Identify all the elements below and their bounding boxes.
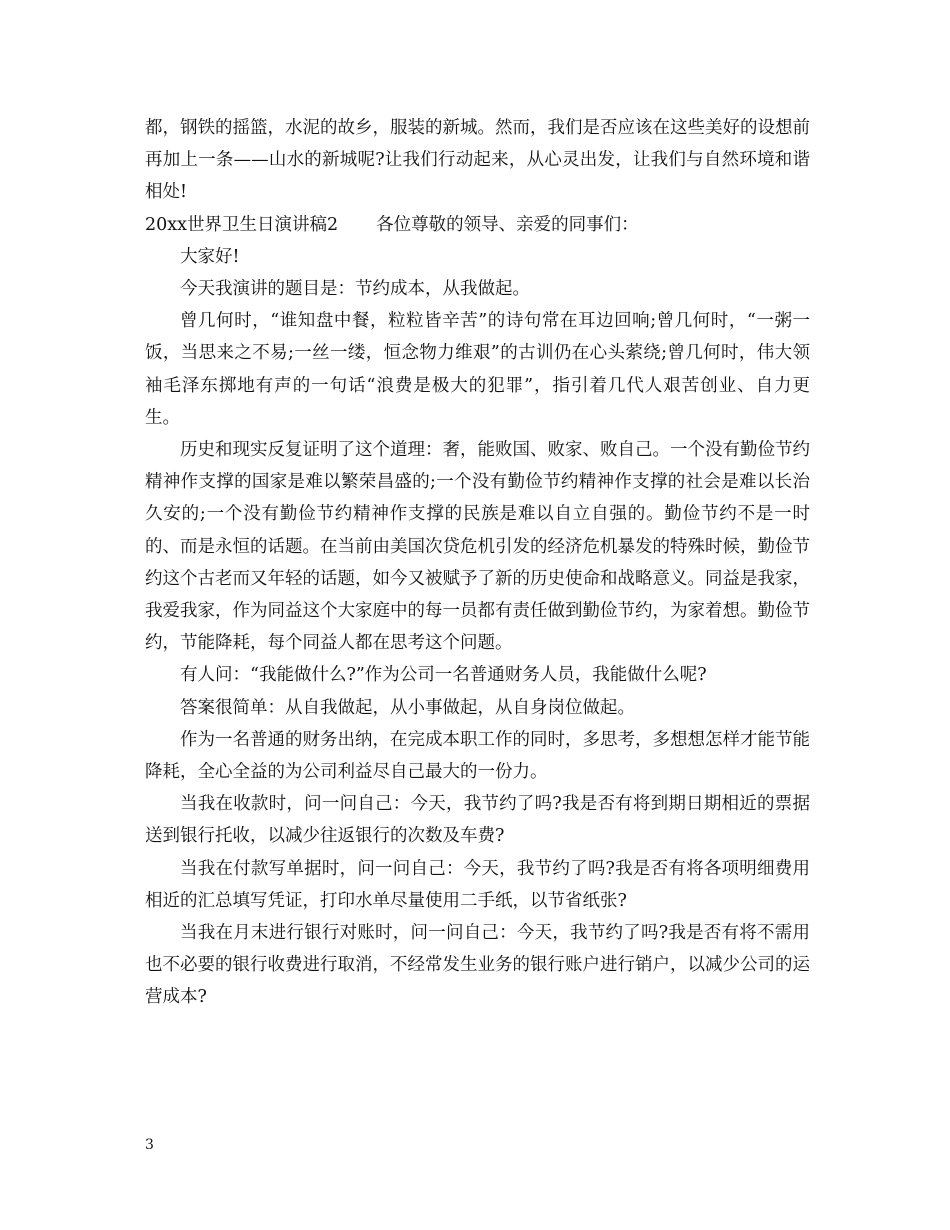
paragraph-answer: 答案很简单：从自我做起，从小事做起，从自身岗位做起。 xyxy=(180,697,635,718)
paragraph-greeting: 大家好! xyxy=(180,246,240,267)
paragraph-history: 历史和现实反复证明了这个道理：奢，能败国、败家、败自己。一个没有勤俭节约精神作支撑的国家是难以繁荣昌盛的;一个没有勤俭节约精神作支撑的社会是难以长治久安的;一个没有勤俭节约精神作支撑的民族是难以自立自强的。勤俭节约不是一时的、而是永恒的话题。在当前由美国次贷危机引发的经济危机暴发的特殊时候，勤俭节约这个古老而又年轻的话题，如今又被赋予了新的历史使命和战略意义。同益是我家，我爱我家，作为同益这个大家庭中的每一员都有责任做到勤俭节约，为家着想。勤俭节约，节能降耗，每个同益人都在思考这个问题。 xyxy=(145,440,810,654)
paragraph-receiving: 当我在收款时，问一问自己：今天，我节约了吗?我是否有将到期日期相近的票据送到银行托收，以减少往返银行的次数及车费? xyxy=(145,794,810,847)
page-number: 3 xyxy=(145,1137,154,1153)
speech-salutation: 各位尊敬的领导、亲爱的同事们： xyxy=(376,214,639,235)
paragraph-reconciliation: 当我在月末进行银行对账时，问一问自己：今天，我节约了吗?我是否有将不需用也不必要的银行收费进行取消，不经常发生业务的银行账户进行销户，以减少公司的运营成本? xyxy=(145,923,810,1008)
paragraph-topic: 今天我演讲的题目是：节约成本，从我做起。 xyxy=(180,279,530,300)
speech-title-line xyxy=(145,209,810,241)
paragraph-cashier-role: 作为一名普通的财务出纳，在完成本职工作的同时，多思考，多想想怎样才能节能降耗，全心全益的为公司利益尽自己最大的一份力。 xyxy=(145,729,810,783)
speech-title: 20xx世界卫生日演讲稿2 xyxy=(145,214,339,235)
paragraph-intro-continuation: 都，钢铁的摇篮，水泥的故乡，服装的新城。然而，我们是否应该在这些美好的设想前再加上一条——山水的新城呢?让我们行动起来，从心灵出发，让我们与自然环境和谐相处! xyxy=(145,118,810,203)
paragraph-question: 有人问：“我能做什么?”作为公司一名普通财务人员，我能做什么呢? xyxy=(180,665,707,686)
document-body xyxy=(145,112,810,1014)
paragraph-quotes: 曾几何时，“谁知盘中餐，粒粒皆辛苦”的诗句常在耳边回响;曾几何时，“一粥一饭，当思来之不易;一丝一缕，恒念物力维艰”的古训仍在心头萦绕;曾几何时，伟大领袖毛泽东掷地有声的一句话“浪费是极大的犯罪”，指引着几代人艰苦创业、自力更生。 xyxy=(145,311,810,428)
paragraph-payment: 当我在付款写单据时，问一问自己：今天，我节约了吗?我是否有将各项明细费用相近的汇总填写凭证，打印水单尽量使用二手纸，以节省纸张? xyxy=(145,858,810,911)
